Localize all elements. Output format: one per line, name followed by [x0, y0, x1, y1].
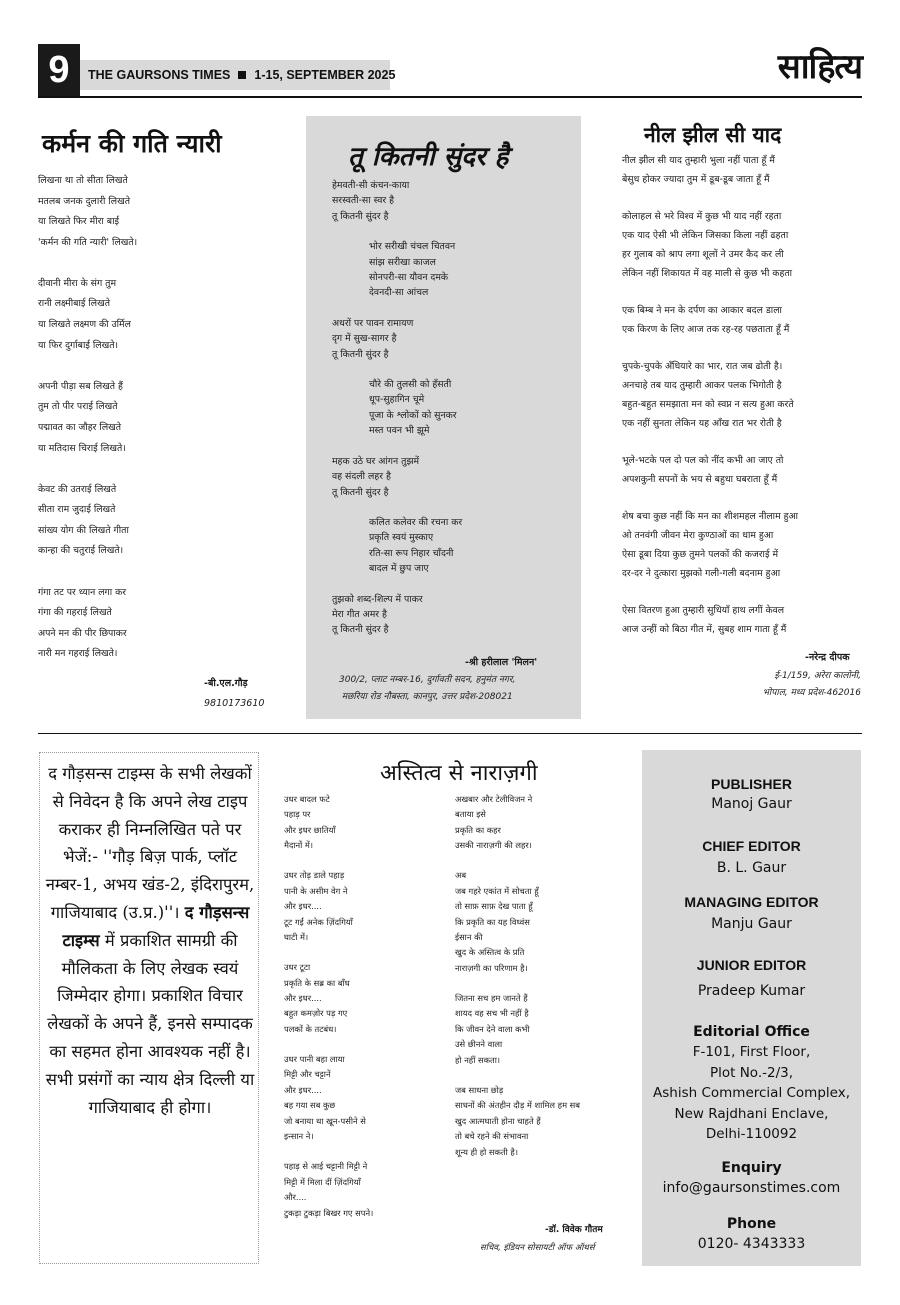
poem2-body — [332, 178, 462, 653]
managing-editor-name: Manju Gaur — [711, 916, 792, 932]
poem-line: एक नहीं सुनता लेकिन यह आँख रात भर रोती है — [622, 417, 782, 429]
poem3-body — [622, 152, 798, 658]
stanza — [332, 316, 462, 362]
junior-editor-block — [642, 955, 861, 1001]
poem-line: वह संदली लहर है — [332, 471, 391, 483]
stanza — [332, 239, 462, 301]
notice-text-1: द गौड़सन्स टाइम्स के सभी लेखकों से निवेदन है कि अपने लेख टाइप कराकर ही निम्नलिखित पते पर भेजें:- ''गौड़ बिज़ पार्क, प्लॉट नम्बर-1, अभय खंड-2, इंदिरापुरम, गाजियाबाद (उ.प्र.)''। — [45, 764, 255, 922]
poem-line: चौरे की तुलसी को हँसती — [369, 379, 452, 391]
stanza — [284, 868, 373, 945]
chief-editor-label: CHIEF EDITOR — [702, 838, 801, 854]
office-block — [642, 1022, 861, 1145]
poem3-title: नील झील सी याद — [644, 123, 782, 147]
stanza — [622, 208, 798, 283]
poem-line: मिट्टी और चट्टानें — [284, 1069, 331, 1080]
poem-line: कलित कलेवर की रचना कर — [369, 516, 463, 528]
poem-line: मतलब जनक दुलारी लिखते — [38, 195, 131, 207]
section-divider — [38, 733, 862, 734]
editorial-credits — [642, 750, 861, 1266]
section-title: साहित्य — [777, 47, 862, 87]
poem-line: सरस्वती-सा स्वर है — [332, 195, 395, 207]
poem-line: अनचाहे तब याद तुम्हारी आकर पलक भिगोती है — [622, 379, 782, 391]
stanza — [38, 171, 137, 253]
poem-line: तुझको शब्द-शिल्प में पाकर — [332, 593, 423, 605]
stanza — [622, 602, 798, 640]
poem-line: पानी के असीम वेग ने — [284, 885, 348, 896]
header-rule — [38, 96, 862, 98]
stanza — [622, 152, 798, 190]
poem-line: कोलाहल से भरे विश्व में कुछ भी याद नहीं रहता — [622, 211, 782, 223]
poem-line: सांझ सरीखा काजल — [369, 256, 436, 268]
poem-line: तू कितनी सुंदर है — [332, 486, 389, 498]
stanza — [332, 454, 462, 500]
poem-line: पहाड़ पर — [284, 809, 311, 820]
phone-label: Phone — [726, 1216, 777, 1232]
poem-line: खुद आत्मघाती होना चाहते हैं — [455, 1115, 541, 1126]
poem-line: ओ तनवंगी जीवन मेरा कुण्ठाओं का धाम हुआ — [622, 529, 774, 541]
enquiry-block — [642, 1158, 861, 1198]
chief-editor-name: B. L. Gaur — [716, 860, 787, 876]
poem-line: कान्हा की चतुराई लिखते। — [38, 545, 124, 557]
phone-block — [642, 1214, 861, 1254]
phone-number: 0120- 4343333 — [697, 1236, 806, 1252]
page-number: 9 — [38, 44, 80, 96]
poem-line: जो बनाया था खून-पसीने से — [284, 1115, 366, 1126]
poem-line: मिट्टी में मिला दीं ज़िंदगियाँ — [284, 1176, 361, 1187]
poem-line: अपने मन की पीर छिपाकर — [38, 627, 127, 639]
poem-line: या मतिदास चिराई लिखते। — [38, 442, 126, 454]
poem-line: हर गुलाब को श्राप लगा शूलों ने उमर कैद कर ली — [622, 248, 784, 260]
poem-line: चुपके-चुपके अँधियारे का भार, रात जब ढोती है। — [622, 361, 783, 373]
poem-line: साधनों की अंतहीन दौड़ में शामिल हम सब — [455, 1100, 581, 1111]
managing-editor-label: MANAGING EDITOR — [684, 894, 819, 910]
poem-line: और.... — [284, 1192, 307, 1203]
poem4-designation: सचिव, इंडियन सोसायटी ऑफ ऑथर्स — [480, 1243, 595, 1253]
poem4-author: -डॉ. विवेक गौतम — [545, 1225, 603, 1235]
poem1-body — [38, 171, 137, 685]
poem-line: घाटी में। — [284, 932, 309, 943]
poem-line: रानी लक्ष्मीबाई लिखते — [38, 298, 110, 310]
poem-line: पद्मावत का जौहर लिखते — [38, 421, 122, 433]
stanza — [455, 1083, 580, 1160]
poem-line: टुकड़ा टुकड़ा बिखर गए सपने। — [284, 1207, 374, 1218]
poem-line: ऐसा वितरण हुआ तुम्हारी सुधियाँ हाथ लगीं केवल — [622, 604, 785, 616]
poem-line: मस्त पवन भी झूमे — [369, 425, 430, 437]
poem-line: बह गया सब कुछ — [284, 1100, 336, 1111]
poem-line: दृग में सुख-सागर है — [332, 333, 397, 345]
stanza — [38, 274, 137, 356]
poem-line: दीवानी मीरा के संग तुम — [38, 277, 117, 289]
poem-line: भोर सरीखी चंचल चितवन — [369, 241, 456, 253]
poem-line: जब गहरे एकांत में सोचता हूँ — [455, 885, 539, 896]
stanza — [622, 358, 798, 433]
poem-line: और इधर छातियाँ — [284, 824, 336, 835]
publisher-label: PUBLISHER — [711, 776, 792, 792]
poem-line: नील झील सी याद तुम्हारी भुला नहीं पाता हूँ मैं — [622, 155, 775, 166]
poem-line: नाराज़गी का परिणाम है। — [455, 962, 528, 973]
poem-line: उधर बादल फटे — [284, 794, 330, 804]
managing-editor-block — [642, 892, 861, 934]
poem-line: अपनी पीड़ा सब लिखते हैं — [38, 380, 123, 392]
stanza — [38, 480, 137, 562]
stanza — [332, 377, 462, 439]
poem-line: धूप-सुहागिन चूमे — [369, 394, 425, 406]
stanza — [332, 592, 462, 638]
poem-line: जब साधना छोड़ — [455, 1084, 504, 1095]
stanza — [38, 377, 137, 459]
poem-line: पहाड़ से आई चट्टानी मिट्टी ने — [284, 1161, 368, 1172]
poem-line: जितना सच हम जानते हैं — [455, 993, 528, 1004]
poem-line: पूजा के श्लोकों को सुनकर — [369, 409, 457, 421]
chief-editor-block — [642, 836, 861, 878]
poem-line: दर-दर ने दुत्कारा मुझको गली-गली बदनाम हुआ — [622, 567, 781, 579]
enquiry-email[interactable]: info@gaursonstimes.com — [662, 1180, 841, 1196]
poem-line: इन्सान ने। — [284, 1131, 314, 1142]
poem-line: अब — [455, 870, 467, 881]
poem-line: और इधर.... — [284, 1084, 322, 1095]
poem-line: भूले-भटके पल दो पल को नींद कभी आ जाए तो — [622, 454, 784, 466]
poem-line: कि प्रकृति का यह विध्वंस — [455, 916, 530, 927]
poem-line: ऐसा डूबा दिया कुछ तुमने पलकों की कजराई में — [622, 548, 779, 560]
poem-line: और इधर.... — [284, 901, 322, 912]
poem2-title: तू कितनी सुंदर है — [348, 142, 509, 172]
stanza — [622, 508, 798, 583]
poem-line: 'कर्मन की गति न्यारी' लिखते। — [38, 236, 138, 248]
poem-line: गंगा की गहराई लिखते — [38, 607, 112, 619]
poem1-title: कर्मन की गति न्यारी — [42, 129, 222, 158]
office-line: F-101, First Floor, — [692, 1044, 811, 1060]
poem-line: कि जीवन देने वाला कभी — [455, 1023, 530, 1034]
stanza — [455, 991, 580, 1068]
poem-line: उधर तोड़ डाले पहाड़ — [284, 870, 345, 881]
poem-line: देवनदी-सा आंचल — [369, 287, 429, 299]
masthead-bar — [80, 60, 396, 90]
poem4-column-right — [455, 792, 580, 1175]
poem-line: एक याद ऐसी भी लेकिन जिसका किला नहीं ढहता — [622, 229, 789, 241]
poem-line: या लिखते फिर मीरा बाई — [38, 216, 120, 228]
poem-line: मैदानों में। — [284, 840, 314, 851]
poem-line: अखबार और टेलीविजन ने — [455, 794, 533, 804]
poem-line: गंगा तट पर ध्यान लगा कर — [38, 586, 127, 598]
poem-line: बताया इसे — [455, 809, 486, 820]
poem3-address — [743, 668, 861, 702]
poem-line: ईसान की — [455, 932, 483, 943]
poem-line: एक बिम्ब ने मन के दर्पण का आकार बदल डाला — [622, 304, 782, 316]
notice-text — [44, 760, 256, 1121]
poem-line: तू कितनी सुंदर है — [332, 624, 389, 636]
poem-line: लेकिन नहीं शिकायत में वह माली से कुछ भी कहता — [622, 267, 793, 279]
poem-line: तो बचे रहने की संभावना — [455, 1131, 529, 1142]
poem-line: महक उठे घर आंगन तुझमें — [332, 455, 420, 467]
poem4-column-left — [284, 792, 373, 1236]
junior-editor-label: JUNIOR EDITOR — [696, 957, 807, 973]
poem-line: उधर पानी बहा लाया — [284, 1054, 345, 1065]
office-line: Ashish Commercial Complex, — [653, 1085, 850, 1101]
poem-line: पलकों के तटबंध। — [284, 1023, 337, 1034]
poem-line: शेष बचा कुछ नहीं कि मन का शीशमहल नीलाम हुआ — [622, 511, 799, 523]
poem-line: रति-सा रूप निहार चाँदनी — [369, 547, 454, 559]
poem3-address-line: ई-1/159, अरेरा कालोनी, — [774, 671, 861, 681]
poem2-address-line: 300/2, प्लाट नम्बर-16, दुर्गावती सदन, हनुमंत नगर, — [339, 675, 516, 685]
stanza — [622, 302, 798, 340]
poem-line: लिखना था तो सीता लिखते — [38, 175, 128, 186]
poem-line: आज उन्हीं को बिठा गीत में, सुबह शाम गाता हूँ मैं — [622, 623, 787, 635]
poem-line: हो नहीं सकता। — [455, 1054, 500, 1065]
poem-line: अपशकुनी सपनों के भय से बहुधा घबराता हूँ मैं — [622, 473, 778, 485]
poem-line: प्रकृति के सब्र का बाँध — [284, 977, 350, 988]
poem-line: खुद के अस्तित्व के प्रति — [455, 947, 525, 958]
poem-line: और इधर.... — [284, 993, 322, 1004]
poem-line: नारी मन गहराई लिखते। — [38, 648, 118, 660]
poem-line: हेमवती-सी कंचन-काया — [332, 180, 410, 191]
poem-line: प्रकृति स्वयं मुस्काए — [369, 532, 434, 544]
poem-line: तू कितनी सुंदर है — [332, 348, 389, 360]
poem2-author: -श्री हरीलाल 'मिलन' — [465, 657, 538, 668]
poem2-address-line: मछरिया रोड नौबस्ता, कानपुर, उत्तर प्रदेश-208021 — [341, 692, 513, 702]
notice-text-2: में प्रकाशित सामग्री की मौलिकता के लिए लेखक स्वयं जिम्मेदार होगा। प्रकाशित विचार लेखकों के अपने हैं, इनसे सम्पादक का सहमत होना आवश्यक नहीं है। सभी प्रसंगों का न्याय क्षेत्र दिल्ली या गाजियाबाद ही होगा। — [45, 930, 255, 1117]
publisher-block — [642, 774, 861, 814]
enquiry-label: Enquiry — [721, 1160, 782, 1176]
poem-line: एक किरण के लिए आज तक रह-रह पछताता हूँ मैं — [622, 323, 790, 335]
poem-line: केवट की उतराई लिखते — [38, 483, 117, 495]
poem-line: तुम तो पीर पराई लिखते — [38, 401, 118, 413]
poem-line: सीता राम जुदाई लिखते — [38, 504, 116, 516]
office-line: Delhi-110092 — [705, 1126, 798, 1142]
publisher-name: Manoj Gaur — [711, 796, 792, 812]
poem-line: शून्य ही हो सकती है। — [455, 1146, 518, 1157]
poem-line: बादल में छुप जाए — [369, 563, 429, 575]
stanza — [284, 1052, 373, 1144]
poem-line: बेसुध होकर ज्यादा तुम में डूब-डूब जाता हूँ मैं — [622, 173, 770, 185]
office-line: Plot No.-2/3, — [709, 1064, 794, 1081]
junior-editor-name: Pradeep Kumar — [697, 983, 806, 999]
poem-line: टूट गईं अनेक ज़िंदगियाँ — [284, 916, 353, 927]
poem3-author: -नरेन्द्र दीपक — [805, 652, 850, 663]
office-line: New Rajdhani Enclave, — [674, 1105, 829, 1122]
poem-line: उसे छीनने वाला — [455, 1039, 503, 1050]
poem-line: बहुत-बहुत समझाता मन को स्वप्न न सत्य हुआ करते — [622, 398, 794, 410]
stanza — [284, 1159, 373, 1221]
poem-line: उसकी नाराज़गी की लहर। — [455, 840, 532, 851]
poem-line: तो साफ़ साफ़ देख पाता हूँ — [455, 901, 533, 912]
poem-line: सांख्य योग की लिखते गीता — [38, 524, 129, 536]
separator-square-icon — [238, 71, 246, 79]
publication-name: THE GAURSONS TIMES — [88, 68, 231, 82]
poem4-title: अस्तित्व से नाराज़गी — [380, 761, 538, 786]
poem-line: या फिर दुर्गाबाई लिखते। — [38, 339, 119, 351]
poem-line: या लिखते लक्ष्मण की उर्मिल — [38, 319, 131, 331]
stanza — [455, 868, 580, 976]
poem2-address — [339, 672, 515, 706]
stanza — [332, 515, 462, 577]
stanza — [332, 178, 462, 224]
poem-line: शायद वह सच भी नहीं है — [455, 1008, 529, 1019]
stanza — [38, 583, 137, 665]
poem-line: सोनपरी-सा यौवन दमके — [369, 272, 449, 284]
stanza — [284, 792, 373, 854]
poem1-author: -बी.एल.गौड़ — [204, 678, 248, 689]
poem-line: बहुत कमज़ोर पड़ गए — [284, 1008, 348, 1019]
poem-line: प्रकृति का कहर — [455, 824, 501, 835]
poem-line: उधर टूटा — [284, 962, 311, 973]
stanza — [284, 960, 373, 1037]
poem-line: तू कितनी सुंदर है — [332, 210, 389, 222]
stanza — [622, 452, 798, 490]
poem3-address-line: भोपाल, मध्य प्रदेश-462016 — [762, 688, 861, 698]
stanza — [455, 792, 580, 854]
poem1-phone: 9810173610 — [204, 698, 265, 709]
office-label: Editorial Office — [693, 1024, 810, 1040]
issue-date: 1-15, SEPTEMBER 2025 — [254, 68, 396, 82]
poem-line: अधरों पर पावन रामायण — [332, 317, 414, 329]
poem-line: मेरा गीत अमर है — [332, 608, 387, 620]
notice-publication-name: द गौड़सन्स टाइम्स — [62, 902, 250, 950]
